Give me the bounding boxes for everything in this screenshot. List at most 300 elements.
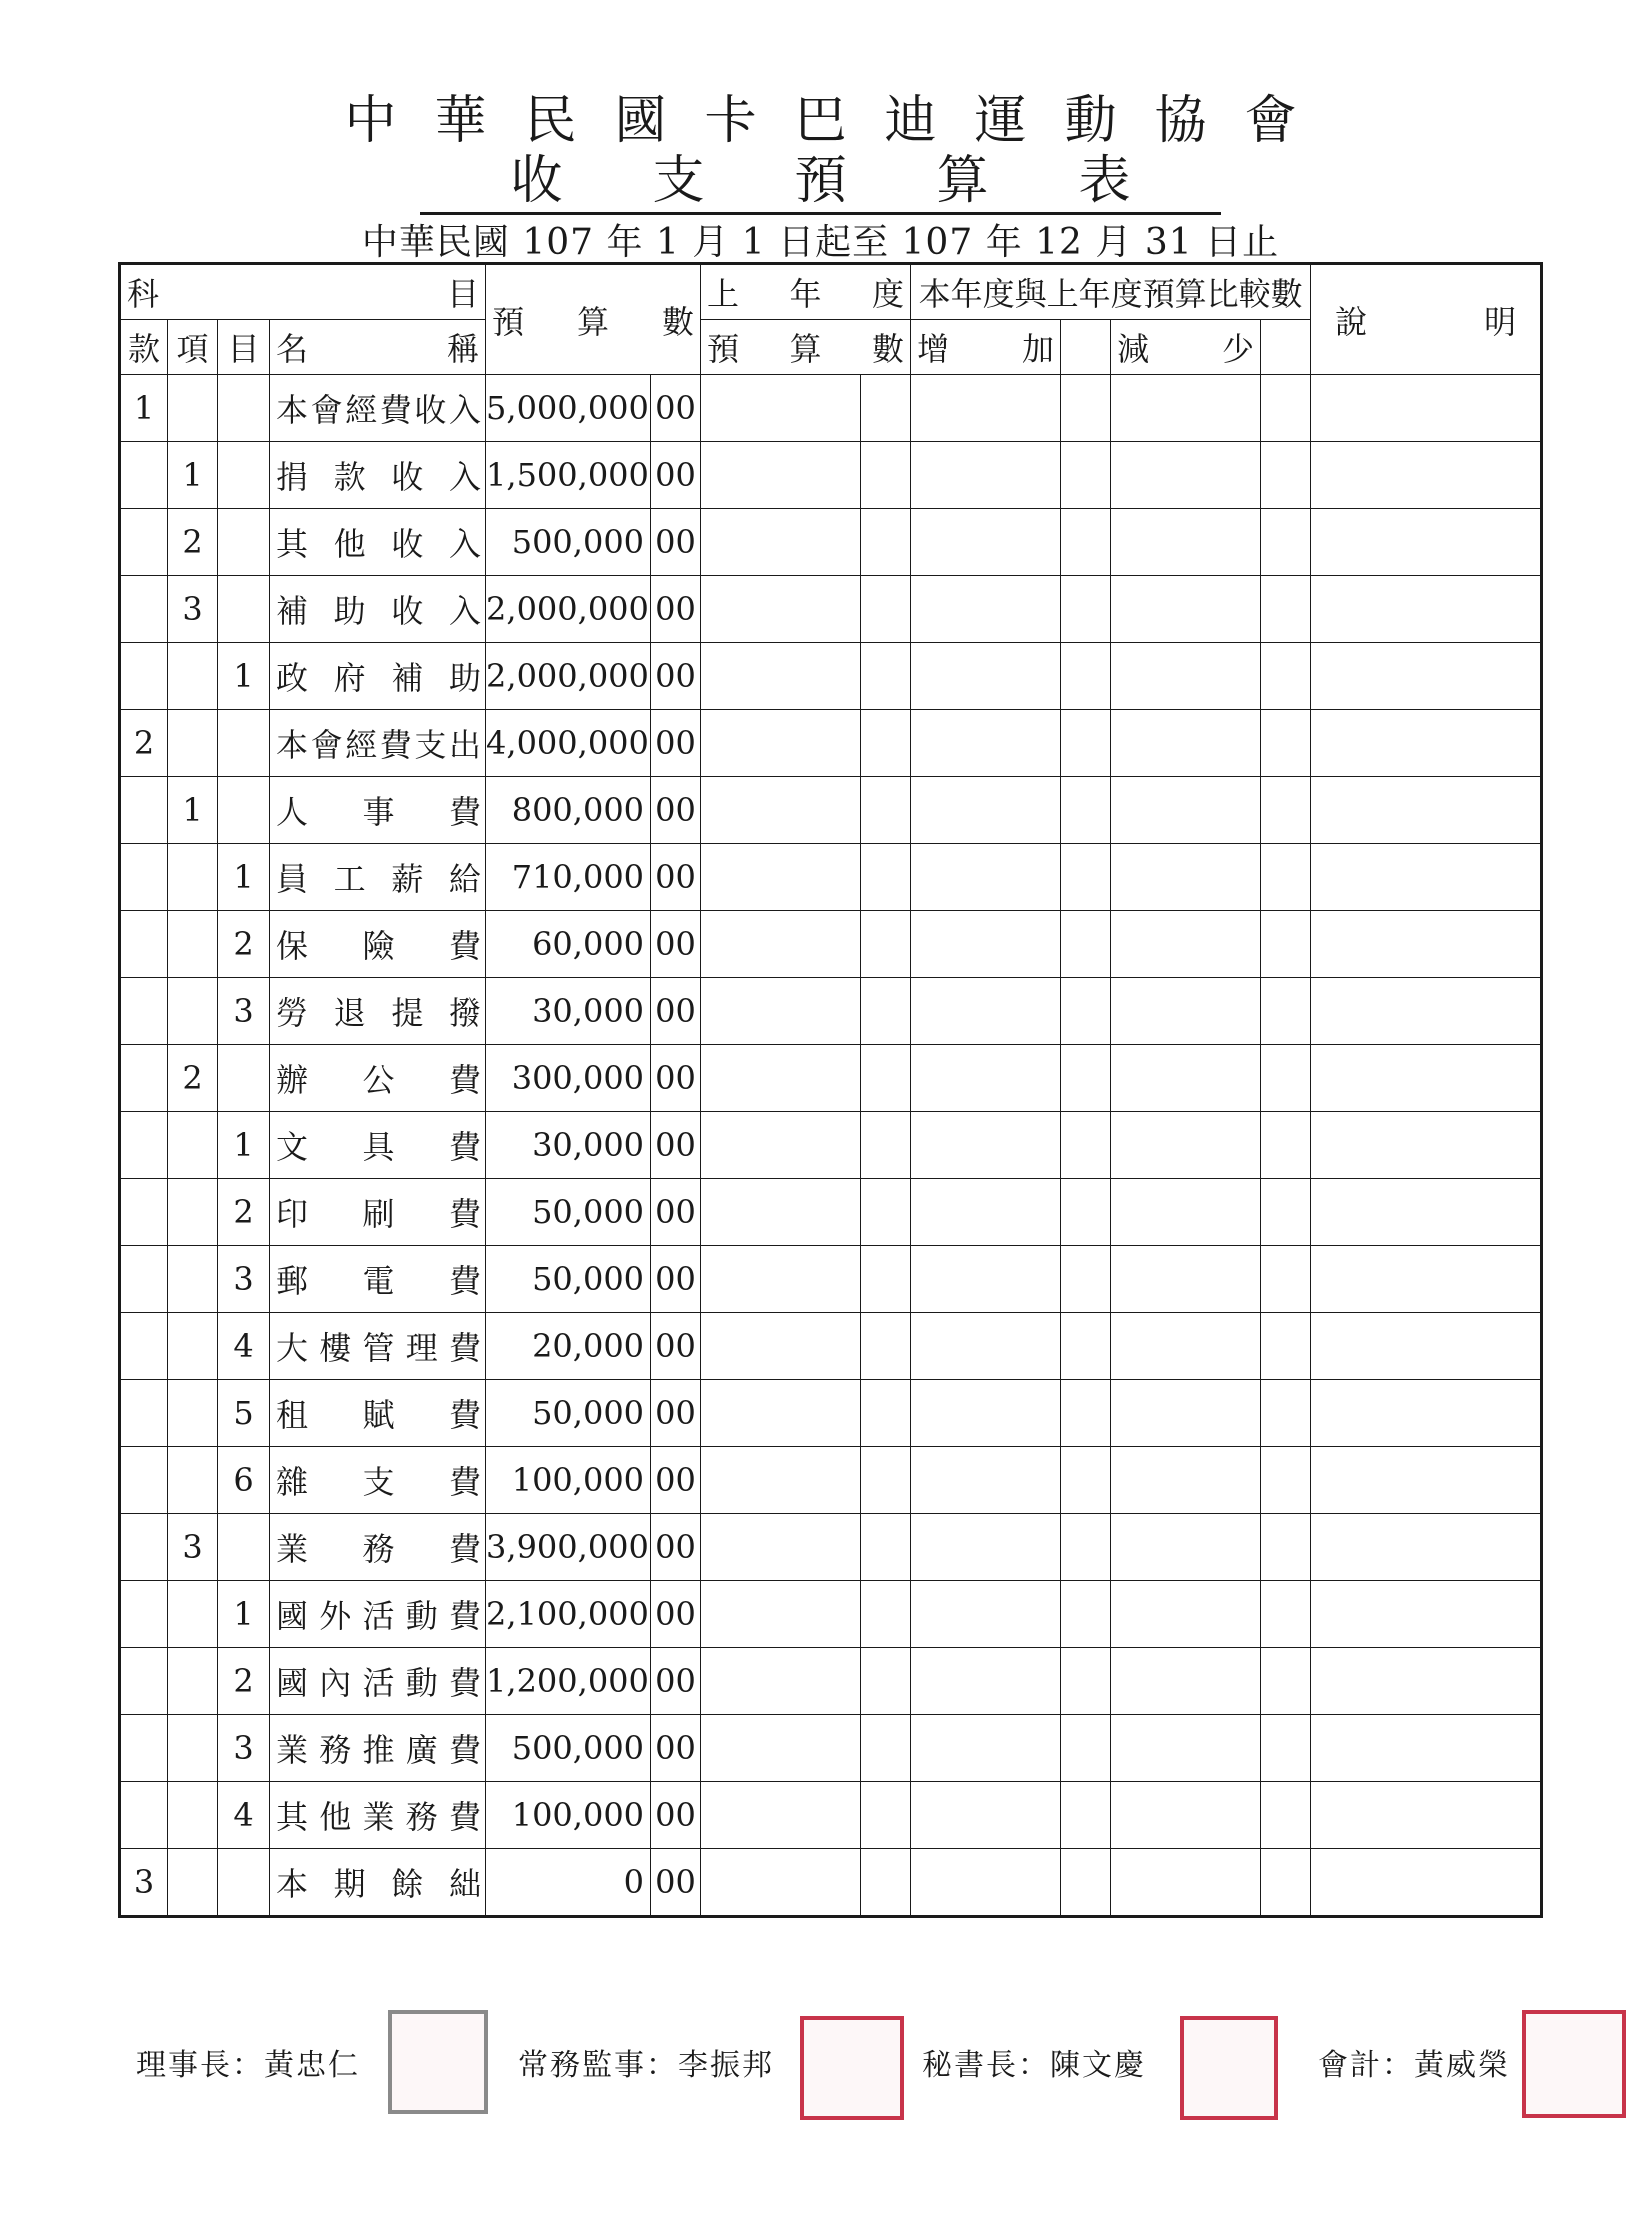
- table-row: [120, 1849, 1542, 1917]
- decrease-cell: [1111, 1715, 1261, 1782]
- decrease-cents-cell: [1261, 1179, 1311, 1246]
- decrease-cell: [1111, 777, 1261, 844]
- xiang-cell: [168, 1246, 218, 1313]
- budget-cents-cell: 00: [651, 1179, 701, 1246]
- increase-cents-cell: [1061, 1313, 1111, 1380]
- prev-cents-cell: [861, 1112, 911, 1179]
- decrease-cents-cell: [1261, 1782, 1311, 1849]
- note-cell: [1311, 777, 1542, 844]
- prev-cents-cell: [861, 1179, 911, 1246]
- increase-cents-cell: [1061, 1380, 1111, 1447]
- decrease-cell: [1111, 1514, 1261, 1581]
- kuan-cell: [120, 1045, 168, 1112]
- prev-cents-cell: [861, 1380, 911, 1447]
- prev-cents-cell: [861, 1581, 911, 1648]
- increase-cents-cell: [1061, 844, 1111, 911]
- kuan-cell: [120, 844, 168, 911]
- xiang-cell: [168, 1581, 218, 1648]
- budget-amount-cell: 60,000: [486, 911, 651, 978]
- note-cell: [1311, 442, 1542, 509]
- item-name-cell: 保 險 費: [270, 911, 486, 978]
- note-cell: [1311, 643, 1542, 710]
- decrease-cents-cell: [1261, 1514, 1311, 1581]
- decrease-cents-cell: [1261, 509, 1311, 576]
- prev-amount-cell: [701, 1648, 861, 1715]
- xiang-cell: [168, 978, 218, 1045]
- increase-cents-cell: [1061, 978, 1111, 1045]
- budget-cents-cell: 00: [651, 911, 701, 978]
- mu-cell: 2: [218, 1648, 270, 1715]
- decrease-cents-cell: [1261, 1112, 1311, 1179]
- prev-amount-cell: [701, 844, 861, 911]
- budget-amount-cell: 1,500,000: [486, 442, 651, 509]
- kuan-cell: [120, 643, 168, 710]
- increase-cell: [911, 442, 1061, 509]
- xiang-cell: 2: [168, 509, 218, 576]
- decrease-cents-cell: [1261, 1849, 1311, 1917]
- xiang-cell: [168, 1112, 218, 1179]
- signature-chairman: 理事長：黃忠仁: [136, 2048, 360, 2083]
- prev-amount-cell: [701, 1849, 861, 1917]
- prev-amount-cell: [701, 1782, 861, 1849]
- decrease-cents-cell: [1261, 576, 1311, 643]
- budget-cents-cell: 00: [651, 710, 701, 777]
- budget-cents-cell: 00: [651, 509, 701, 576]
- budget-amount-cell: 4,000,000: [486, 710, 651, 777]
- mu-cell: 2: [218, 1179, 270, 1246]
- increase-cents-cell: [1061, 1447, 1111, 1514]
- kuan-cell: [120, 1715, 168, 1782]
- xiang-cell: [168, 1380, 218, 1447]
- table-row: [120, 1313, 1542, 1380]
- doc-title-wrap: [0, 152, 1641, 215]
- increase-cents-cell: [1061, 1782, 1111, 1849]
- kuan-cell: [120, 1179, 168, 1246]
- xiang-cell: 1: [168, 777, 218, 844]
- budget-period: 中華民國 107 年 1 月 1 日起至 107 年 12 月 31 日止: [361, 222, 1280, 263]
- prev-amount-cell: [701, 576, 861, 643]
- decrease-cents-cell: [1261, 1648, 1311, 1715]
- budget-cents-cell: 00: [651, 1849, 701, 1917]
- prev-amount-cell: [701, 1581, 861, 1648]
- prev-cents-cell: [861, 1782, 911, 1849]
- table-row: [120, 777, 1542, 844]
- prev-year-header-bottom: 預 算 數: [701, 320, 911, 375]
- note-cell: [1311, 375, 1542, 442]
- decrease-cell: [1111, 1045, 1261, 1112]
- budget-cents-cell: 00: [651, 1514, 701, 1581]
- prev-cents-cell: [861, 1447, 911, 1514]
- mu-header: 目: [218, 320, 270, 375]
- increase-cell: [911, 509, 1061, 576]
- note-cell: [1311, 576, 1542, 643]
- note-cell: [1311, 1246, 1542, 1313]
- signature-accountant: 會計：黃威榮: [1318, 2048, 1510, 2083]
- item-name-cell: 其 他 收 入: [270, 509, 486, 576]
- prev-cents-cell: [861, 978, 911, 1045]
- table-row: [120, 911, 1542, 978]
- decrease-cell: [1111, 1112, 1261, 1179]
- decrease-cents-cell: [1261, 1447, 1311, 1514]
- note-cell: [1311, 1514, 1542, 1581]
- xiang-cell: [168, 1715, 218, 1782]
- budget-amount-cell: 800,000: [486, 777, 651, 844]
- budget-cents-cell: 00: [651, 1380, 701, 1447]
- kuan-cell: [120, 978, 168, 1045]
- decrease-cents-cell: [1261, 1045, 1311, 1112]
- item-name-cell: 國 外 活 動 費: [270, 1581, 486, 1648]
- decrease-cents-cell: [1261, 710, 1311, 777]
- prev-amount-cell: [701, 1514, 861, 1581]
- kuan-header: 款: [120, 320, 168, 375]
- budget-amount-cell: 100,000: [486, 1782, 651, 1849]
- budget-cents-cell: 00: [651, 1581, 701, 1648]
- note-cell: [1311, 911, 1542, 978]
- budget-amount-cell: 30,000: [486, 978, 651, 1045]
- prev-amount-cell: [701, 978, 861, 1045]
- mu-cell: 3: [218, 978, 270, 1045]
- seal-chairman: [388, 2010, 488, 2114]
- increase-cents-cell: [1061, 1045, 1111, 1112]
- budget-cents-cell: 00: [651, 375, 701, 442]
- increase-cents-cell: [1061, 643, 1111, 710]
- decrease-cents-cell: [1261, 375, 1311, 442]
- increase-cents-cell: [1061, 1179, 1111, 1246]
- item-name-cell: 業 務 費: [270, 1514, 486, 1581]
- prev-amount-cell: [701, 1447, 861, 1514]
- prev-cents-cell: [861, 1648, 911, 1715]
- increase-cell: [911, 643, 1061, 710]
- note-cell: [1311, 1715, 1542, 1782]
- increase-cents-cell: [1061, 1514, 1111, 1581]
- decrease-cell: [1111, 1380, 1261, 1447]
- item-name-cell: 員 工 薪 給: [270, 844, 486, 911]
- increase-cents-cell: [1061, 1246, 1111, 1313]
- decrease-cell: [1111, 1246, 1261, 1313]
- increase-cell: [911, 1380, 1061, 1447]
- kuan-cell: [120, 1648, 168, 1715]
- xiang-cell: [168, 643, 218, 710]
- table-row: [120, 1045, 1542, 1112]
- decrease-cell: [1111, 643, 1261, 710]
- prev-cents-cell: [861, 777, 911, 844]
- decrease-cents-cell: [1261, 777, 1311, 844]
- decrease-cents-cell: [1261, 844, 1311, 911]
- prev-amount-cell: [701, 911, 861, 978]
- xiang-cell: 1: [168, 442, 218, 509]
- item-name-cell: 業 務 推 廣 費: [270, 1715, 486, 1782]
- decrease-cell: [1111, 978, 1261, 1045]
- prev-cents-cell: [861, 643, 911, 710]
- budget-cents-cell: 00: [651, 777, 701, 844]
- budget-table: [118, 262, 1543, 1918]
- budget-cents-cell: 00: [651, 1112, 701, 1179]
- prev-cents-cell: [861, 1514, 911, 1581]
- kuan-cell: [120, 1514, 168, 1581]
- table-row: [120, 576, 1542, 643]
- note-cell: [1311, 710, 1542, 777]
- increase-cell: [911, 375, 1061, 442]
- mu-cell: [218, 375, 270, 442]
- increase-cell: [911, 844, 1061, 911]
- note-cell: [1311, 1179, 1542, 1246]
- mu-cell: 1: [218, 1112, 270, 1179]
- note-cell: [1311, 1313, 1542, 1380]
- xiang-cell: [168, 1648, 218, 1715]
- name-header: 名 稱: [270, 320, 486, 375]
- item-name-cell: 本 會 經 費 支 出: [270, 710, 486, 777]
- kuan-cell: [120, 1782, 168, 1849]
- budget-cents-cell: 00: [651, 576, 701, 643]
- increase-cell: [911, 1715, 1061, 1782]
- item-name-cell: 其 他 業 務 費: [270, 1782, 486, 1849]
- budget-amount-cell: 50,000: [486, 1179, 651, 1246]
- kuan-cell: 1: [120, 375, 168, 442]
- seal-secretary: [1180, 2016, 1278, 2120]
- xiang-cell: [168, 1849, 218, 1917]
- item-name-cell: 雜 支 費: [270, 1447, 486, 1514]
- increase-cell: [911, 1447, 1061, 1514]
- budget-cents-cell: 00: [651, 1782, 701, 1849]
- mu-cell: 1: [218, 1581, 270, 1648]
- decrease-cents-cell: [1261, 1380, 1311, 1447]
- item-name-cell: 捐 款 收 入: [270, 442, 486, 509]
- budget-amount-cell: 50,000: [486, 1380, 651, 1447]
- budget-cents-cell: 00: [651, 1045, 701, 1112]
- kuan-cell: [120, 1112, 168, 1179]
- mu-cell: [218, 1514, 270, 1581]
- xiang-cell: [168, 1313, 218, 1380]
- item-name-cell: 人 事 費: [270, 777, 486, 844]
- budget-amount-cell: 300,000: [486, 1045, 651, 1112]
- increase-cell: [911, 1581, 1061, 1648]
- xiang-cell: 2: [168, 1045, 218, 1112]
- decrease-cents-cell: [1261, 978, 1311, 1045]
- xiang-cell: 3: [168, 576, 218, 643]
- decrease-cents-cell: [1261, 1715, 1311, 1782]
- prev-amount-cell: [701, 1380, 861, 1447]
- xiang-cell: [168, 375, 218, 442]
- decrease-cell: [1111, 509, 1261, 576]
- prev-amount-cell: [701, 375, 861, 442]
- prev-cents-cell: [861, 911, 911, 978]
- decrease-cell: [1111, 375, 1261, 442]
- note-cell: [1311, 1380, 1542, 1447]
- kuan-cell: [120, 1313, 168, 1380]
- budget-header: 預 算 數: [486, 264, 701, 375]
- mu-cell: [218, 509, 270, 576]
- budget-amount-cell: 30,000: [486, 1112, 651, 1179]
- item-name-cell: 補 助 收 入: [270, 576, 486, 643]
- increase-cents-cell: [1061, 509, 1111, 576]
- xiang-cell: 3: [168, 1514, 218, 1581]
- table-row: [120, 1380, 1542, 1447]
- header-row-1: [120, 264, 1542, 320]
- decrease-cell: [1111, 911, 1261, 978]
- budget-amount-cell: 500,000: [486, 509, 651, 576]
- prev-cents-cell: [861, 1045, 911, 1112]
- item-name-cell: 文 具 費: [270, 1112, 486, 1179]
- xiang-cell: [168, 1447, 218, 1514]
- prev-cents-cell: [861, 442, 911, 509]
- note-cell: [1311, 1447, 1542, 1514]
- decrease-cents-cell: [1261, 911, 1311, 978]
- note-cell: [1311, 1581, 1542, 1648]
- decrease-cell: [1111, 710, 1261, 777]
- kuan-cell: [120, 442, 168, 509]
- budget-amount-cell: 20,000: [486, 1313, 651, 1380]
- mu-cell: [218, 777, 270, 844]
- budget-cents-cell: 00: [651, 978, 701, 1045]
- kuan-cell: 2: [120, 710, 168, 777]
- doc-title: 收支預算表: [420, 152, 1220, 215]
- note-cell: [1311, 978, 1542, 1045]
- mu-cell: 4: [218, 1782, 270, 1849]
- increase-cell: [911, 777, 1061, 844]
- increase-cents-cell: [1061, 1715, 1111, 1782]
- decrease-cell: [1111, 1313, 1261, 1380]
- budget-amount-cell: 1,200,000: [486, 1648, 651, 1715]
- decrease-cents-header: [1261, 320, 1311, 375]
- item-name-cell: 國 內 活 動 費: [270, 1648, 486, 1715]
- kuan-cell: [120, 1447, 168, 1514]
- mu-cell: 4: [218, 1313, 270, 1380]
- org-title: 中華民國卡巴迪運動協會: [344, 91, 1335, 151]
- xiang-cell: [168, 1782, 218, 1849]
- item-name-cell: 郵 電 費: [270, 1246, 486, 1313]
- table-row: [120, 1447, 1542, 1514]
- mu-cell: [218, 442, 270, 509]
- subject-header: 科 目: [120, 264, 486, 320]
- budget-cents-cell: 00: [651, 1715, 701, 1782]
- decrease-cell: [1111, 1447, 1261, 1514]
- prev-year-header-top: 上 年 度: [701, 264, 911, 320]
- budget-amount-cell: 0: [486, 1849, 651, 1917]
- table-row: [120, 1246, 1542, 1313]
- item-name-cell: 大 樓 管 理 費: [270, 1313, 486, 1380]
- decrease-cents-cell: [1261, 442, 1311, 509]
- compare-header: 本年度與上年度預算比較數: [911, 264, 1311, 320]
- mu-cell: 3: [218, 1246, 270, 1313]
- increase-cents-cell: [1061, 1849, 1111, 1917]
- signature-secretary: 秘書長：陳文慶: [922, 2048, 1146, 2083]
- note-cell: [1311, 1112, 1542, 1179]
- note-cell: [1311, 844, 1542, 911]
- budget-cents-cell: 00: [651, 844, 701, 911]
- budget-amount-cell: 500,000: [486, 1715, 651, 1782]
- item-name-cell: 政 府 補 助: [270, 643, 486, 710]
- increase-cell: [911, 1112, 1061, 1179]
- item-name-cell: 本 期 餘 絀: [270, 1849, 486, 1917]
- prev-amount-cell: [701, 710, 861, 777]
- budget-cents-cell: 00: [651, 1313, 701, 1380]
- decrease-cell: [1111, 576, 1261, 643]
- prev-cents-cell: [861, 1246, 911, 1313]
- xiang-cell: [168, 710, 218, 777]
- kuan-cell: [120, 1246, 168, 1313]
- table-row: [120, 710, 1542, 777]
- budget-cents-cell: 00: [651, 1246, 701, 1313]
- kuan-cell: [120, 509, 168, 576]
- increase-cents-cell: [1061, 777, 1111, 844]
- budget-amount-cell: 3,900,000: [486, 1514, 651, 1581]
- table-row: [120, 844, 1542, 911]
- mu-cell: 6: [218, 1447, 270, 1514]
- note-cell: [1311, 509, 1542, 576]
- note-cell: [1311, 1782, 1542, 1849]
- increase-cents-cell: [1061, 1112, 1111, 1179]
- kuan-cell: [120, 576, 168, 643]
- budget-amount-cell: 2,000,000: [486, 643, 651, 710]
- increase-cents-cell: [1061, 1581, 1111, 1648]
- table-row: [120, 1514, 1542, 1581]
- mu-cell: 2: [218, 911, 270, 978]
- increase-cents-cell: [1061, 911, 1111, 978]
- item-name-cell: 印 刷 費: [270, 1179, 486, 1246]
- prev-amount-cell: [701, 1246, 861, 1313]
- increase-cell: [911, 1313, 1061, 1380]
- xiang-cell: [168, 844, 218, 911]
- increase-cell: [911, 978, 1061, 1045]
- prev-amount-cell: [701, 509, 861, 576]
- decrease-cents-cell: [1261, 1246, 1311, 1313]
- table-row: [120, 1648, 1542, 1715]
- budget-amount-cell: 2,000,000: [486, 576, 651, 643]
- increase-cents-cell: [1061, 576, 1111, 643]
- increase-cents-cell: [1061, 375, 1111, 442]
- budget-amount-cell: 50,000: [486, 1246, 651, 1313]
- seal-accountant: [1522, 2010, 1626, 2118]
- decrease-cell: [1111, 1581, 1261, 1648]
- mu-cell: 1: [218, 844, 270, 911]
- budget-amount-cell: 710,000: [486, 844, 651, 911]
- budget-cents-cell: 00: [651, 643, 701, 710]
- increase-cell: [911, 1782, 1061, 1849]
- item-name-cell: 勞 退 提 撥: [270, 978, 486, 1045]
- kuan-cell: [120, 1581, 168, 1648]
- increase-cell: [911, 1246, 1061, 1313]
- signature-supervisor: 常務監事：李振邦: [518, 2048, 774, 2083]
- decrease-cell: [1111, 1179, 1261, 1246]
- xiang-cell: [168, 1179, 218, 1246]
- increase-cell: [911, 1514, 1061, 1581]
- xiang-header: 項: [168, 320, 218, 375]
- mu-cell: [218, 1045, 270, 1112]
- kuan-cell: [120, 911, 168, 978]
- table-row: [120, 1782, 1542, 1849]
- mu-cell: [218, 710, 270, 777]
- signature-row: [0, 2010, 1641, 2130]
- decrease-cell: [1111, 1782, 1261, 1849]
- prev-cents-cell: [861, 509, 911, 576]
- seal-supervisor: [800, 2016, 904, 2120]
- kuan-cell: 3: [120, 1849, 168, 1917]
- decrease-cents-cell: [1261, 643, 1311, 710]
- increase-cell: [911, 1179, 1061, 1246]
- table-row: [120, 1715, 1542, 1782]
- increase-cell: [911, 1045, 1061, 1112]
- prev-amount-cell: [701, 1313, 861, 1380]
- prev-cents-cell: [861, 1849, 911, 1917]
- table-row: [120, 442, 1542, 509]
- kuan-cell: [120, 1380, 168, 1447]
- prev-amount-cell: [701, 643, 861, 710]
- prev-amount-cell: [701, 1715, 861, 1782]
- table-row: [120, 1179, 1542, 1246]
- xiang-cell: [168, 911, 218, 978]
- table-row: [120, 509, 1542, 576]
- table-row: [120, 978, 1542, 1045]
